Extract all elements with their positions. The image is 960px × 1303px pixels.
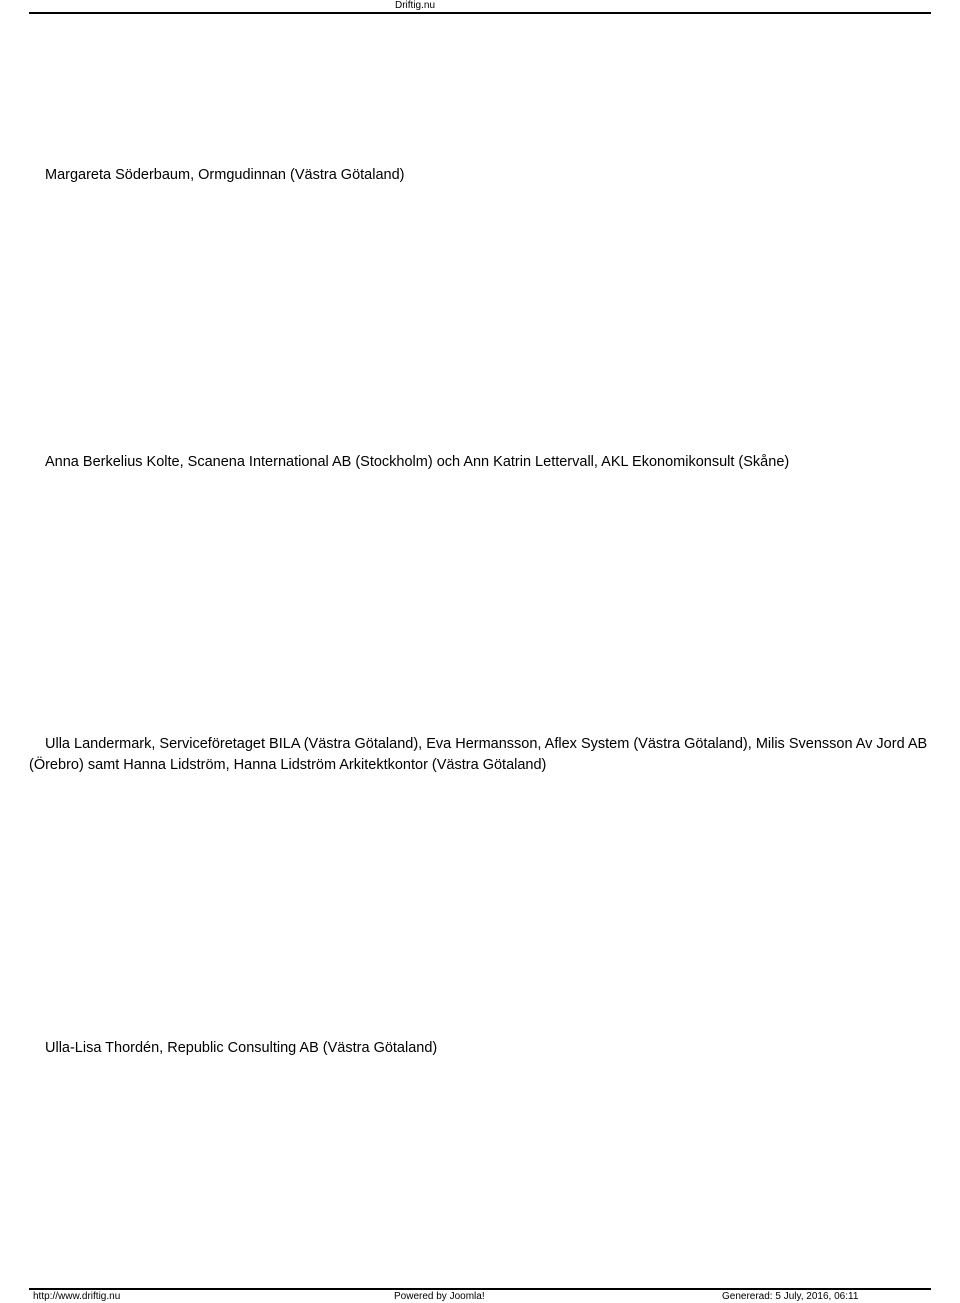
paragraph-1: Margareta Söderbaum, Ormgudinnan (Västra Götaland)	[45, 167, 405, 183]
site-header-title: Driftig.nu	[394, 0, 435, 11]
footer-divider	[29, 1288, 931, 1290]
footer-url: http://www.driftig.nu	[33, 1291, 121, 1302]
header-divider	[29, 12, 931, 14]
footer-powered-by: Powered by Joomla!	[394, 1291, 485, 1302]
paragraph-4: Ulla-Lisa Thordén, Republic Consulting AB (Västra Götaland)	[45, 1040, 438, 1056]
paragraph-3: Ulla Landermark, Serviceföretaget BILA (Västra Götaland), Eva Hermansson, Aflex System (Västra Götaland), Milis Svensson Av Jord AB (Örebro) samt Hanna Lidström, Hanna Lidström Arkitektkontor (Västra Götaland)	[29, 736, 928, 773]
paragraph-2: Anna Berkelius Kolte, Scanena International AB (Stockholm) och Ann Katrin Lettervall, AKL Ekonomikonsult (Skåne)	[45, 454, 790, 470]
footer-generated-date: Genererad: 5 July, 2016, 06:11	[722, 1291, 859, 1302]
